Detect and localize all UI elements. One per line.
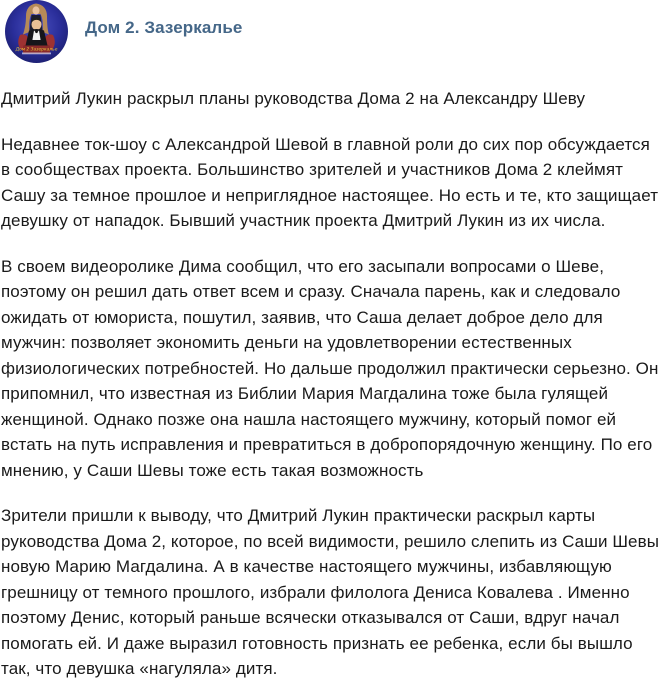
post-body (0, 86, 670, 688)
post-paragraph-2: В своем видеоролике Дима сообщил, что его засыпали вопросами о Шеве, поэтому он решил дать ответ всем и сразу. Сначала парень, как и следовало ожидать от юмориста, пошутил, заявив, что Саша делает доброе дело для мужчин: позволяет экономить деньги на удовлетворении естественных физиологических потребностей. Но дальше продолжил практически серьезно. Он припомнил, что известная из Библии Мария Магдалина тоже была гулящей женщиной. Однако позже она нашла настоящего мужчину, который помог ей встать на путь исправления и превратиться в добропорядочную женщину. По его мнению, у Саши Шевы тоже есть такая возможность (1, 256, 659, 480)
post-header (0, 0, 670, 63)
post-paragraph-1: Недавнее ток-шоу с Александрой Шевой в главной роли до сих пор обсуждается в сообществах проекта. Большинство зрителей и участников Дома 2 клеймят Сашу за темное прошлое и неприглядное настоящее. Но есть и те, кто защищает девушку от нападок. Бывший участник проекта Дмитрий Лукин из их числа. (1, 134, 659, 230)
community-avatar-image (5, 0, 68, 63)
avatar-woman-face (33, 6, 40, 14)
post-title: Дмитрий Лукин раскрыл планы руководства Дома 2 на Александру Шеву (1, 89, 586, 108)
avatar-watermark-text: Дом 2 Зазеркалье (15, 47, 58, 53)
avatar-man-bowtie (35, 31, 38, 34)
community-avatar[interactable] (5, 0, 68, 63)
community-name-link[interactable]: Дом 2. Зазеркалье (85, 18, 243, 37)
post-paragraph-3: Зрители пришли к выводу, что Дмитрий Лукин практически раскрыл карты руководства Дома 2, которое, по всей видимости, решило слепить из Саши Шевы новую Марию Магдалина. А в качестве настоящего мужчины, избавляющую грешницу от темного прошлого, избрали филолога Дениса Ковалева . Именно поэтому Денис, который раньше всячески отказывался от Саши, вдруг начал помогать ей. И даже выразил готовность признать ее ребенка, если бы вышло так, что девушка «нагуляла» дитя. (1, 506, 660, 678)
avatar-watermark-line (22, 53, 51, 55)
